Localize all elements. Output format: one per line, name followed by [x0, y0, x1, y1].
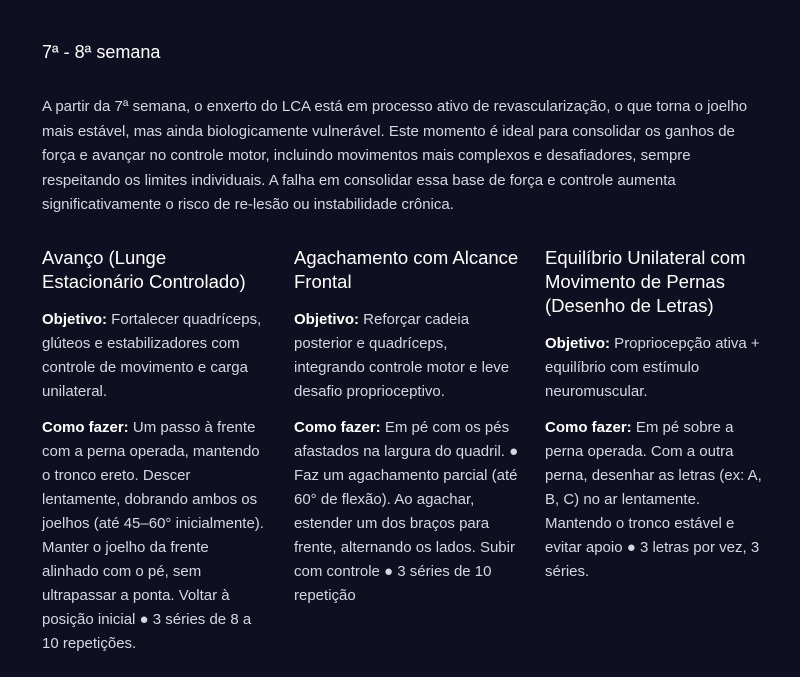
exercise-title: Avanço (Lunge Estacionário Controlado) — [42, 247, 246, 292]
objective-text: Reforçar cadeia posterior e quadríceps, integrando controle motor e leve desafio proprioceptivo. — [294, 311, 510, 400]
howto-label: Como fazer: — [294, 419, 381, 436]
exercise-title: Agachamento com Alcance Frontal — [294, 247, 519, 292]
exercise-title: Equilíbrio Unilateral com Movimento de Pernas (Desenho de Letras) — [545, 247, 746, 316]
exercise-howto — [294, 416, 519, 608]
howto-text: Um passo à frente com a perna operada, mantendo o tronco ereto. Descer lentamente, dobrando ambos os joelhos (até 45–60° inicialmente). Manter o joelho da frente alinhado com o pé, sem ultrapassar a ponta. Voltar à posição inicial ● 3 séries de 8 a 10 repetições. — [42, 419, 264, 652]
objective-label: Objetivo: — [545, 335, 611, 352]
objective-label: Objetivo: — [42, 311, 108, 328]
section-title: 7ª - 8ª semana — [42, 42, 161, 62]
exercise-howto — [545, 416, 770, 584]
howto-text: Em pé sobre a perna operada. Com a outra perna, desenhar as letras (ex: A, B, C) no ar lentamente. Mantendo o tronco estável e evitar apoio ● 3 letras por vez, 3 séries. — [545, 419, 762, 580]
exercise-objective — [42, 308, 267, 404]
exercise-howto — [42, 416, 267, 656]
howto-text: Em pé com os pés afastados na largura do quadril. ● Faz um agachamento parcial (até 60° de flexão). Ao agachar, estender um dos braços para frente, alternando os lados. Subir com controle ● 3 séries de 10 repetição — [294, 419, 519, 604]
section-intro: A partir da 7ª semana, o enxerto do LCA está em processo ativo de revascularização, o que torna o joelho mais estável, mas ainda biologicamente vulnerável. Este momento é ideal para consolidar os ganhos de força e avançar no controle motor, incluindo movimentos mais complexos e desafiadores, sempre respeitando os limites individuais. A falha em consolidar essa base de força e controle aumenta significativamente o risco de re-lesão ou instabilidade crônica. — [42, 98, 748, 213]
objective-label: Objetivo: — [294, 311, 360, 328]
objective-text: Fortalecer quadríceps, glúteos e estabilizadores com controle de movimento e carga unilateral. — [42, 311, 262, 400]
exercise-objective — [294, 308, 519, 404]
exercise-card-balance — [545, 246, 770, 596]
objective-text: Propriocepção ativa + equilíbrio com estímulo neuromuscular. — [545, 335, 760, 400]
exercise-card-lunge — [42, 246, 267, 668]
howto-label: Como fazer: — [42, 419, 129, 436]
howto-label: Como fazer: — [545, 419, 632, 436]
exercise-objective — [545, 332, 770, 404]
exercise-card-squat — [294, 246, 519, 620]
